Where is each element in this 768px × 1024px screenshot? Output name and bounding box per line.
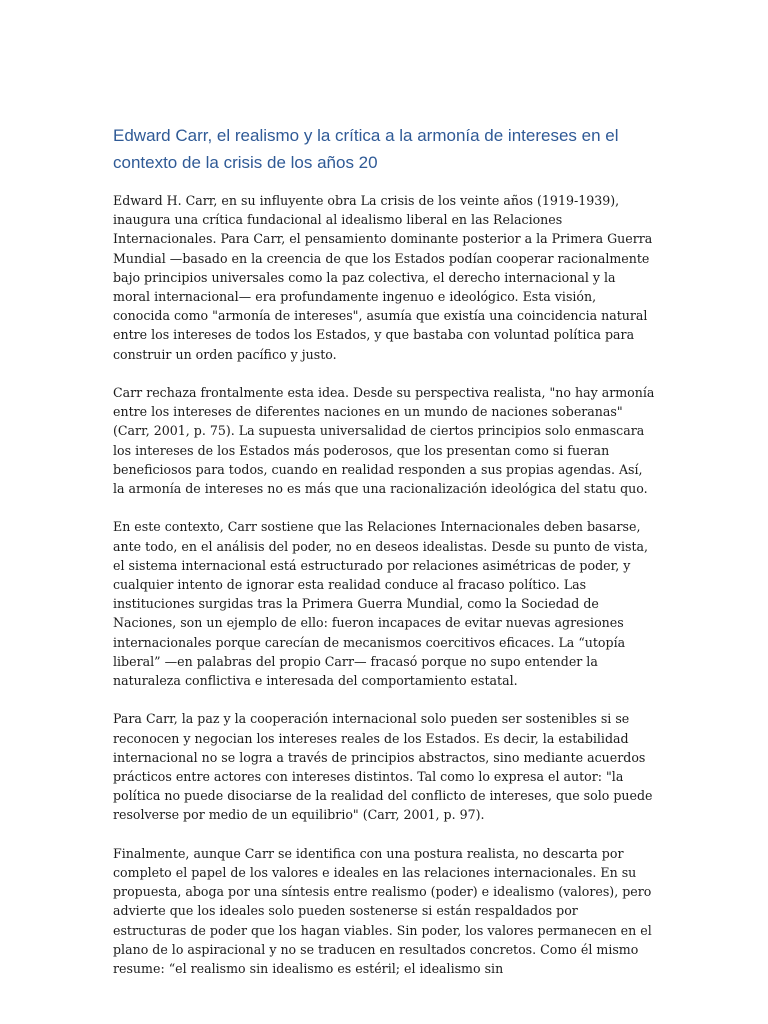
paragraph-2: Carr rechaza frontalmente esta idea. Desde su perspectiva realista, "no hay armonía entre los intereses de diferentes naciones en un mundo de naciones soberanas" (Carr, 2001, p. 75). La supuesta universalidad de ciertos principios solo enmascara los intereses de los Estados más poderosos, que los presentan como si fueran beneficiosos para todos, cuando en realidad responden a sus propias agendas. Así, la armonía de intereses no es más que una racionalización ideológica del statu quo. (113, 385, 655, 497)
document-body (113, 191, 655, 997)
paragraph-3: En este contexto, Carr sostiene que las Relaciones Internacionales deben basarse, ante todo, en el análisis del poder, no en deseos idealistas. Desde su punto de vista, el sistema internacional está estructurado por relaciones asimétricas de poder, y cualquier intento de ignorar esta realidad conduce al fracaso político. Las instituciones surgidas tras la Primera Guerra Mundial, como la Sociedad de Naciones, son un ejemplo de ello: fueron incapaces de evitar nuevas agresiones internacionales porque carecían de mecanismos coercitivos eficaces. La “utopía liberal” —en palabras del propio Carr— fracasó porque no supo entender la naturaleza conflictiva e interesada del comportamiento estatal. (113, 519, 649, 689)
paragraph-5: Finalmente, aunque Carr se identifica con una postura realista, no descarta por completo el papel de los valores e ideales en las relaciones internacionales. En su propuesta, aboga por una síntesis entre realismo (poder) e idealismo (valores), pero advierte que los ideales solo pueden sostenerse si están respaldados por estructuras de poder que los hagan viables. Sin poder, los valores permanecen en el plano de lo aspiracional y no se traducen en resultados concretos. Como él mismo resume: “el realismo sin idealismo es estéril; el idealismo sin (113, 845, 652, 977)
paragraph-1: Edward H. Carr, en su influyente obra La crisis de los veinte años (1919-1939), inaugura una crítica fundacional al idealismo liberal en las Relaciones Internacionales. Para Carr, el pensamiento dominante posterior a la Primera Guerra Mundial —basado en la creencia de que los Estados podían cooperar racionalmente bajo principios universales como la paz colectiva, el derecho internacional y la moral internacional— era profundamente ingenuo e ideológico. Esta visión, conocida como "armonía de intereses", asumía que existía una coincidencia natural entre los intereses de todos los Estados, y que bastaba con voluntad política para construir un orden pacífico y justo. (113, 193, 653, 362)
paragraph-4: Para Carr, la paz y la cooperación internacional solo pueden ser sostenibles si se reconocen y negocian los intereses reales de los Estados. Es decir, la estabilidad internacional no se logra a través de principios abstractos, sino mediante acuerdos prácticos entre actores con intereses distintos. Tal como lo expresa el autor: "la política no puede disociarse de la realidad del conflicto de intereses, que solo puede resolverse por medio de un equilibrio" (Carr, 2001, p. 97). (113, 711, 653, 823)
document-title: Edward Carr, el realismo y la crítica a la armonía de intereses en el contexto de la crisis de los años 20 (113, 126, 619, 172)
